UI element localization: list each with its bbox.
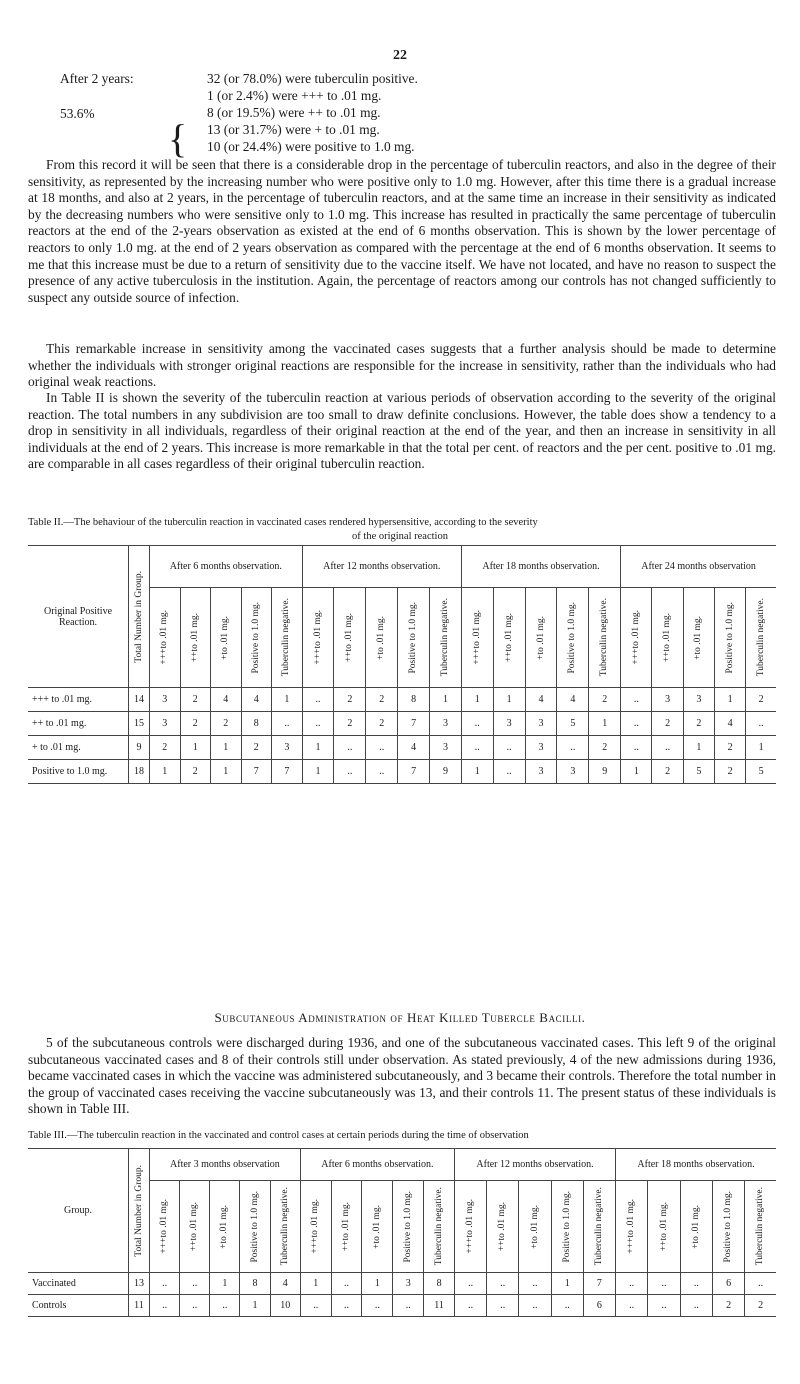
table-cell: 18 bbox=[129, 760, 150, 784]
table-cell: .. bbox=[272, 712, 303, 736]
subcol-header: ++to .01 mg. bbox=[180, 588, 211, 688]
subcol-header: Positive to 1.0 mg. bbox=[557, 588, 589, 688]
table-cell: 7 bbox=[583, 1273, 615, 1295]
table-cell: 2 bbox=[715, 736, 746, 760]
table-cell: .. bbox=[616, 1273, 648, 1295]
table-cell: 2 bbox=[150, 736, 181, 760]
table-cell: 15 bbox=[129, 712, 150, 736]
table-row bbox=[28, 1295, 776, 1317]
table-caption: Table II.—The behaviour of the tuberculin reaction in vaccinated cases rendered hypersensitive, according to the severity bbox=[28, 517, 538, 528]
table-cell: 5 bbox=[557, 712, 589, 736]
table-cell: 4 bbox=[241, 688, 272, 712]
table-cell: .. bbox=[487, 1273, 519, 1295]
subcol-header: Tuberculin negative. bbox=[746, 588, 776, 688]
row-label: +++ to .01 mg. bbox=[28, 688, 129, 712]
subcol-header: +++to .01 mg. bbox=[455, 1181, 487, 1273]
subcol-header: +++to .01 mg. bbox=[621, 588, 652, 688]
table-cell: 5 bbox=[683, 760, 714, 784]
table-cell: 2 bbox=[334, 688, 366, 712]
subcol-header: Positive to 1.0 mg. bbox=[240, 1181, 270, 1273]
table-cell: 3 bbox=[150, 688, 181, 712]
table-cell: 1 bbox=[300, 1273, 331, 1295]
period-header: After 18 months observation. bbox=[461, 546, 620, 588]
subcol-header: ++to .01 mg. bbox=[648, 1181, 680, 1273]
table-2 bbox=[28, 545, 776, 784]
table-cell: 7 bbox=[398, 760, 430, 784]
period-header: After 6 months observation. bbox=[150, 546, 303, 588]
table-cell: 4 bbox=[398, 736, 430, 760]
subcol-header: Tuberculin negative. bbox=[430, 588, 462, 688]
table-cell: .. bbox=[150, 1273, 180, 1295]
table-3-body bbox=[28, 1273, 776, 1317]
row-label: Controls bbox=[28, 1295, 129, 1317]
table-cell: .. bbox=[621, 736, 652, 760]
table-cell: 6 bbox=[713, 1273, 745, 1295]
table-cell: 2 bbox=[366, 688, 398, 712]
subcol-header: +to .01 mg. bbox=[525, 588, 557, 688]
table-cell: .. bbox=[680, 1273, 712, 1295]
table-cell: 2 bbox=[589, 688, 621, 712]
table-cell: .. bbox=[461, 712, 493, 736]
table-cell: 1 bbox=[461, 760, 493, 784]
subcol-header: Positive to 1.0 mg. bbox=[241, 588, 272, 688]
subcol-header: ++to .01 mg. bbox=[180, 1181, 210, 1273]
table-cell: .. bbox=[455, 1273, 487, 1295]
table-cell: 4 bbox=[525, 688, 557, 712]
row-label: ++ to .01 mg. bbox=[28, 712, 129, 736]
subcol-header: Positive to 1.0 mg. bbox=[551, 1181, 583, 1273]
total-header-text: Total Number in Group. bbox=[133, 1164, 144, 1257]
table-cell: 1 bbox=[302, 736, 334, 760]
table-cell: 3 bbox=[525, 736, 557, 760]
period-header: After 18 months observation. bbox=[616, 1149, 776, 1181]
subcol-header: +to .01 mg. bbox=[366, 588, 398, 688]
row-header-text: Group. bbox=[63, 1205, 93, 1216]
row-header-text: Original Positive Reaction. bbox=[43, 605, 113, 628]
table-cell: 1 bbox=[211, 736, 242, 760]
table-cell: 1 bbox=[430, 688, 462, 712]
table-cell: 4 bbox=[715, 712, 746, 736]
table-cell: 3 bbox=[430, 736, 462, 760]
subcol-header: Positive to 1.0 mg. bbox=[713, 1181, 745, 1273]
table-cell: 3 bbox=[525, 760, 557, 784]
table-cell: 1 bbox=[621, 760, 652, 784]
total-header-text: Total Number in Group. bbox=[133, 570, 144, 663]
table-cell: 1 bbox=[715, 688, 746, 712]
table-cell: 8 bbox=[398, 688, 430, 712]
subcol-header: ++to .01 mg. bbox=[652, 588, 683, 688]
table-cell: .. bbox=[493, 760, 525, 784]
table-cell: 1 bbox=[683, 736, 714, 760]
table-caption: of the original reaction bbox=[352, 531, 448, 542]
subcol-header: Positive to 1.0 mg. bbox=[398, 588, 430, 688]
table-cell: .. bbox=[362, 1295, 393, 1317]
summary-label: After 2 years: bbox=[60, 71, 134, 86]
period-header: After 12 months observation. bbox=[302, 546, 461, 588]
table-cell: 3 bbox=[150, 712, 181, 736]
subcol-header: Tuberculin negative. bbox=[745, 1181, 776, 1273]
table-cell: 1 bbox=[302, 760, 334, 784]
subcol-header: +to .01 mg. bbox=[362, 1181, 393, 1273]
table-cell: 9 bbox=[430, 760, 462, 784]
table-cell: 3 bbox=[272, 736, 303, 760]
table-caption: Table III.—The tuberculin reaction in the vaccinated and control cases at certain periods during the time of observation bbox=[28, 1130, 529, 1141]
table-2-body bbox=[28, 688, 776, 784]
table-cell: 5 bbox=[746, 760, 776, 784]
table-cell: 2 bbox=[745, 1295, 776, 1317]
table-cell: .. bbox=[746, 712, 776, 736]
table-cell: 1 bbox=[461, 688, 493, 712]
subcol-header: +++to .01 mg. bbox=[302, 588, 334, 688]
table-cell: .. bbox=[557, 736, 589, 760]
table-cell: 2 bbox=[746, 688, 776, 712]
table-cell: 11 bbox=[129, 1295, 150, 1317]
table-cell: 13 bbox=[129, 1273, 150, 1295]
total-header bbox=[129, 1149, 150, 1273]
table-cell: 8 bbox=[424, 1273, 455, 1295]
table-cell: 1 bbox=[493, 688, 525, 712]
table-cell: .. bbox=[616, 1295, 648, 1317]
subcol-header: +to .01 mg. bbox=[683, 588, 714, 688]
row-label: Vaccinated bbox=[28, 1273, 129, 1295]
table-cell: 1 bbox=[210, 1273, 240, 1295]
table-cell: 3 bbox=[493, 712, 525, 736]
table-cell: .. bbox=[455, 1295, 487, 1317]
subcol-header: Positive to 1.0 mg. bbox=[715, 588, 746, 688]
table-cell: 4 bbox=[557, 688, 589, 712]
subcol-header: +++to .01 mg. bbox=[616, 1181, 648, 1273]
summary-line: 32 (or 78.0%) were tuberculin positive. bbox=[207, 71, 418, 86]
table-cell: 2 bbox=[715, 760, 746, 784]
period-header: After 24 months observation bbox=[621, 546, 776, 588]
table-cell: .. bbox=[519, 1273, 551, 1295]
subcol-header: +++to .01 mg. bbox=[150, 1181, 180, 1273]
table-cell: 2 bbox=[180, 712, 211, 736]
table-cell: .. bbox=[745, 1273, 776, 1295]
period-header: After 6 months observation. bbox=[300, 1149, 454, 1181]
subcol-header: Tuberculin negative. bbox=[272, 588, 303, 688]
table-cell: 3 bbox=[683, 688, 714, 712]
subcol-header: +++to .01 mg. bbox=[461, 588, 493, 688]
table-row bbox=[28, 712, 776, 736]
subcol-header: +to .01 mg. bbox=[210, 1181, 240, 1273]
table-cell: 2 bbox=[713, 1295, 745, 1317]
table-cell: 7 bbox=[272, 760, 303, 784]
subcol-header: +to .01 mg. bbox=[680, 1181, 712, 1273]
table-cell: 3 bbox=[652, 688, 683, 712]
table-cell: 11 bbox=[424, 1295, 455, 1317]
subcol-header: Tuberculin negative. bbox=[424, 1181, 455, 1273]
table-cell: .. bbox=[519, 1295, 551, 1317]
table-cell: .. bbox=[366, 760, 398, 784]
row-label: + to .01 mg. bbox=[28, 736, 129, 760]
table-cell: 1 bbox=[150, 760, 181, 784]
table-cell: .. bbox=[302, 688, 334, 712]
table-cell: 9 bbox=[129, 736, 150, 760]
section-heading: Subcutaneous Administration of Heat Killed Tubercle Bacilli. bbox=[214, 1010, 586, 1025]
subcol-header: +++to .01 mg. bbox=[300, 1181, 331, 1273]
table-cell: 1 bbox=[240, 1295, 270, 1317]
table-cell: 1 bbox=[551, 1273, 583, 1295]
table-cell: 2 bbox=[589, 736, 621, 760]
table-cell: 1 bbox=[362, 1273, 393, 1295]
subcol-header: Tuberculin negative. bbox=[583, 1181, 615, 1273]
table-cell: 2 bbox=[180, 760, 211, 784]
table-cell: .. bbox=[621, 712, 652, 736]
table-cell: .. bbox=[150, 1295, 180, 1317]
table-cell: 8 bbox=[241, 712, 272, 736]
table-cell: 6 bbox=[583, 1295, 615, 1317]
table-cell: .. bbox=[652, 736, 683, 760]
table-cell: .. bbox=[493, 736, 525, 760]
table-cell: 2 bbox=[334, 712, 366, 736]
summary-line: 8 (or 19.5%) were ++ to .01 mg. bbox=[207, 105, 381, 120]
table-cell: 1 bbox=[272, 688, 303, 712]
table-cell: .. bbox=[180, 1295, 210, 1317]
brace-glyph: { bbox=[168, 116, 188, 161]
table-cell: 7 bbox=[398, 712, 430, 736]
table-cell: 2 bbox=[241, 736, 272, 760]
table-cell: .. bbox=[180, 1273, 210, 1295]
table-cell: 1 bbox=[180, 736, 211, 760]
subcol-header: Tuberculin negative. bbox=[589, 588, 621, 688]
summary-line: 1 (or 2.4%) were +++ to .01 mg. bbox=[207, 88, 382, 103]
body-paragraph: This remarkable increase in sensitivity among the vaccinated cases suggests that a further analysis should be made to determine whether the individuals with stronger original reactions are responsible for the increase in sensitivity, rather than the individuals who had original weak reactions. bbox=[28, 341, 776, 390]
subcol-header: ++to .01 mg. bbox=[334, 588, 366, 688]
table-row bbox=[28, 1273, 776, 1295]
subcol-header: +++to .01 mg. bbox=[150, 588, 181, 688]
table-cell: 2 bbox=[211, 712, 242, 736]
body-paragraph: In Table II is shown the severity of the tuberculin reaction at various periods of observation according to the severity of the original reaction. The total numbers in any subdivision are too small to draw definite conclusions. However, the table does show a tendency to a drop in sensitivity in all individuals, regardless of their original reaction at the end of the year, and then an increase in sensitivity in all individuals at the end of 2 years. This increase is more remarkable in that the total per cent. of reactors and the per cent. positive to .01 mg. are comparable in all cases regardless of their original tuberculin reaction. bbox=[28, 390, 776, 472]
table-cell: 4 bbox=[270, 1273, 300, 1295]
table-row bbox=[28, 760, 776, 784]
table-cell: .. bbox=[487, 1295, 519, 1317]
table-cell: 1 bbox=[589, 712, 621, 736]
total-header bbox=[129, 546, 150, 688]
period-header: After 12 months observation. bbox=[455, 1149, 616, 1181]
table-row bbox=[28, 736, 776, 760]
row-header bbox=[28, 1149, 129, 1273]
table-row bbox=[28, 688, 776, 712]
subcol-header: +to .01 mg. bbox=[211, 588, 242, 688]
table-cell: 7 bbox=[241, 760, 272, 784]
summary-line: 10 (or 24.4%) were positive to 1.0 mg. bbox=[207, 139, 415, 154]
subcol-header: +to .01 mg. bbox=[519, 1181, 551, 1273]
table-cell: 2 bbox=[683, 712, 714, 736]
body-paragraph: 5 of the subcutaneous controls were discharged during 1936, and one of the subcutaneous vaccinated cases. This left 9 of the original subcutaneous vaccinated cases and 8 of their controls still under observation. As stated previously, 4 of the new admissions during 1936, became vaccinated cases in which the vaccine was administered subcutaneously, and 3 became their controls. Therefore the total number in the group of vaccinated cases receiving the vaccine subcutaneously was 13, and their controls 11. The present status of these individuals is shown in Table III. bbox=[28, 1035, 776, 1117]
table-cell: .. bbox=[648, 1273, 680, 1295]
table-cell: .. bbox=[366, 736, 398, 760]
table-cell: 3 bbox=[393, 1273, 424, 1295]
page-number: 22 bbox=[393, 48, 407, 63]
table-cell: 10 bbox=[270, 1295, 300, 1317]
table-cell: .. bbox=[210, 1295, 240, 1317]
table-cell: .. bbox=[331, 1273, 362, 1295]
table-cell: .. bbox=[461, 736, 493, 760]
table-cell: .. bbox=[334, 736, 366, 760]
table-cell: 14 bbox=[129, 688, 150, 712]
table-cell: .. bbox=[302, 712, 334, 736]
table-cell: 4 bbox=[211, 688, 242, 712]
table-cell: 9 bbox=[589, 760, 621, 784]
table-cell: .. bbox=[680, 1295, 712, 1317]
row-header bbox=[28, 546, 129, 688]
table-cell: 2 bbox=[652, 760, 683, 784]
subcol-header: ++to .01 mg. bbox=[331, 1181, 362, 1273]
table-cell: .. bbox=[334, 760, 366, 784]
table-cell: .. bbox=[551, 1295, 583, 1317]
table-cell: .. bbox=[393, 1295, 424, 1317]
summary-line: 13 (or 31.7%) were + to .01 mg. bbox=[207, 122, 380, 137]
body-paragraph: From this record it will be seen that there is a considerable drop in the percentage of tuberculin reactors, and also in the degree of their sensitivity, as represented by the increasing number who were positive only to 1.0 mg. However, after this time there is a gradual increase at 18 months, and also at 2 years, in the percentage of tuberculin reactors, and at the same time an increase in their sensitivity as indicated by the decreasing numbers who were sensitive only to 1.0 mg. This increase has resulted in practically the same percentage of tuberculin reactors at the end of the 2-years observation as existed at the end of 6 months observation. This is shown by the lower percentage of reactors to only 1.0 mg. at the end of 2 years observation as compared with the percentage at the end of 6 months observation. It seems to me that this increase must be due to a return of sensitivity due to the vaccine itself. We have not located, and have no reason to suspect the presence of any active tuberculosis in the institution. Again, the percentage of reactors among our controls has not changed sufficiently to suspect any outside source of infection. bbox=[28, 157, 776, 305]
table-cell: 3 bbox=[430, 712, 462, 736]
table-cell: 2 bbox=[366, 712, 398, 736]
subcol-header: Positive to 1.0 mg. bbox=[393, 1181, 424, 1273]
subcol-header: ++to .01 mg. bbox=[493, 588, 525, 688]
period-header: After 3 months observation bbox=[150, 1149, 301, 1181]
table-cell: .. bbox=[621, 688, 652, 712]
table-cell: 8 bbox=[240, 1273, 270, 1295]
subcol-header: ++to .01 mg. bbox=[487, 1181, 519, 1273]
table-cell: 3 bbox=[557, 760, 589, 784]
table-cell: 1 bbox=[746, 736, 776, 760]
table-cell: 1 bbox=[211, 760, 242, 784]
table-cell: .. bbox=[300, 1295, 331, 1317]
table-cell: 3 bbox=[525, 712, 557, 736]
table-cell: .. bbox=[331, 1295, 362, 1317]
subcol-header: Tuberculin negative. bbox=[270, 1181, 300, 1273]
summary-percent: 53.6% bbox=[60, 106, 95, 121]
table-cell: 2 bbox=[180, 688, 211, 712]
table-cell: .. bbox=[648, 1295, 680, 1317]
table-cell: 2 bbox=[652, 712, 683, 736]
row-label: Positive to 1.0 mg. bbox=[28, 760, 129, 784]
table-3 bbox=[28, 1148, 776, 1317]
